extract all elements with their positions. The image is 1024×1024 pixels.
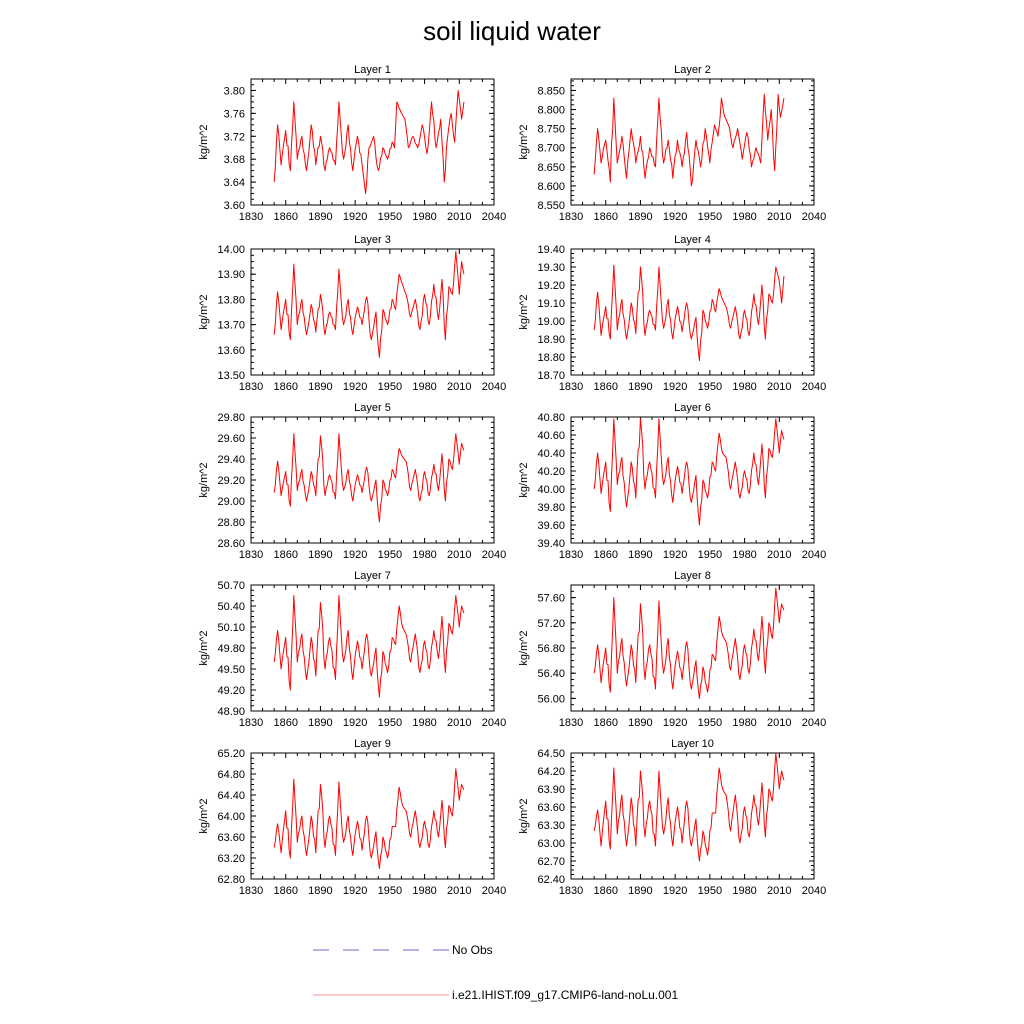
y-tick-label: 18.80: [537, 352, 565, 364]
y-tick-label: 13.50: [217, 370, 245, 382]
panel-7: [198, 570, 506, 729]
y-tick-label: 29.40: [217, 454, 245, 466]
panel-6: [518, 402, 826, 561]
x-tick-label: 1950: [377, 381, 403, 393]
x-tick-label: 1860: [273, 211, 298, 223]
y-tick-label: 65.20: [217, 748, 245, 760]
y-tick-label: 64.20: [537, 766, 565, 778]
x-tick-label: 1950: [377, 211, 403, 223]
x-tick-label: 1980: [732, 211, 757, 223]
x-tick-label: 1830: [238, 717, 264, 729]
y-tick-label: 50.40: [217, 601, 245, 613]
panel-3: [198, 234, 506, 393]
x-tick-label: 1950: [697, 717, 723, 729]
y-tick-label: 29.20: [217, 475, 245, 487]
legend-label-no-obs: No Obs: [452, 943, 493, 957]
y-tick-label: 19.00: [537, 316, 565, 328]
y-tick-label: 28.80: [217, 517, 245, 529]
y-tick-label: 19.40: [537, 244, 565, 256]
y-tick-label: 56.40: [537, 668, 565, 681]
x-tick-label: 1920: [662, 549, 688, 561]
x-tick-label: 1890: [628, 549, 653, 561]
x-tick-label: 1830: [558, 211, 584, 223]
series-line: [594, 588, 784, 698]
x-tick-label: 1980: [412, 211, 437, 223]
y-tick-label: 48.90: [217, 706, 245, 718]
y-tick-label: 8.750: [537, 123, 565, 136]
series-line: [594, 753, 784, 861]
y-tick-label: 8.650: [537, 161, 565, 174]
x-tick-label: 1920: [662, 381, 688, 393]
y-tick-label: 62.40: [537, 874, 565, 886]
x-tick-label: 1860: [593, 885, 618, 897]
y-tick-label: 40.80: [537, 412, 565, 424]
y-tick-label: 3.64: [223, 177, 245, 190]
series-line: [274, 596, 464, 698]
plot-frame: [251, 417, 494, 543]
panel-10: [518, 738, 826, 897]
y-tick-label: 63.00: [537, 838, 565, 850]
y-axis-label: kg/m^2: [198, 798, 210, 834]
x-tick-label: 1830: [558, 885, 584, 897]
y-tick-label: 28.60: [217, 538, 245, 550]
plot-frame: [251, 753, 494, 879]
y-tick-label: 29.80: [217, 412, 245, 424]
y-tick-label: 49.20: [217, 685, 245, 697]
x-tick-label: 1980: [732, 549, 757, 561]
x-tick-label: 2010: [447, 381, 472, 393]
panel-4: [518, 234, 826, 393]
x-tick-label: 1860: [273, 381, 298, 393]
plot-frame: [251, 585, 494, 711]
x-tick-label: 1890: [308, 717, 333, 729]
x-tick-label: 1920: [342, 549, 368, 561]
x-tick-label: 1890: [308, 211, 333, 223]
y-tick-label: 3.80: [223, 85, 245, 98]
x-tick-label: 1980: [732, 717, 757, 729]
series-line: [594, 94, 784, 186]
y-tick-label: 56.00: [537, 693, 565, 706]
x-tick-label: 1890: [308, 381, 333, 393]
x-tick-label: 1860: [593, 211, 618, 223]
panel-title: Layer 5: [354, 402, 391, 414]
panel-9: [198, 738, 506, 897]
x-tick-label: 1950: [697, 549, 723, 561]
y-axis-label: kg/m^2: [518, 462, 530, 498]
x-tick-label: 1920: [342, 885, 368, 897]
series-line: [274, 769, 464, 869]
x-tick-label: 1920: [342, 717, 368, 729]
y-tick-label: 64.00: [217, 811, 245, 823]
y-tick-label: 40.00: [537, 484, 565, 496]
y-tick-label: 39.60: [537, 520, 565, 532]
y-axis-label: kg/m^2: [198, 294, 210, 330]
y-tick-label: 8.850: [537, 85, 565, 98]
x-tick-label: 2040: [481, 381, 507, 393]
x-tick-label: 1890: [628, 211, 653, 223]
y-tick-label: 3.72: [223, 131, 245, 144]
y-tick-label: 13.80: [217, 294, 245, 307]
x-tick-label: 1860: [593, 549, 618, 561]
panel-title: Layer 10: [671, 738, 714, 750]
panel-title: Layer 6: [674, 402, 711, 414]
panel-8: [518, 570, 826, 729]
x-tick-label: 2010: [447, 211, 472, 223]
y-tick-label: 3.76: [223, 108, 245, 121]
y-tick-label: 14.00: [217, 244, 245, 256]
panel-title: Layer 9: [354, 738, 391, 750]
x-tick-label: 1950: [697, 381, 723, 393]
y-tick-label: 63.60: [217, 832, 245, 844]
chart-title: soil liquid water: [423, 16, 601, 46]
x-tick-label: 1830: [238, 885, 264, 897]
panel-title: Layer 4: [674, 234, 711, 246]
series-line: [274, 434, 464, 522]
y-tick-label: 13.70: [217, 319, 245, 332]
x-tick-label: 2040: [481, 717, 507, 729]
x-tick-label: 2040: [481, 549, 507, 561]
x-tick-label: 2010: [447, 885, 472, 897]
panel-title: Layer 7: [354, 570, 391, 582]
y-tick-label: 18.70: [537, 370, 565, 382]
x-tick-label: 1830: [558, 549, 584, 561]
y-tick-label: 63.90: [537, 784, 565, 796]
y-tick-label: 29.00: [217, 496, 245, 508]
y-tick-label: 64.80: [217, 769, 245, 781]
y-tick-label: 3.68: [223, 154, 245, 167]
y-tick-label: 39.40: [537, 538, 565, 550]
y-tick-label: 40.40: [537, 448, 565, 460]
x-tick-label: 1950: [377, 885, 403, 897]
y-axis-label: kg/m^2: [518, 630, 530, 666]
y-axis-label: kg/m^2: [198, 630, 210, 666]
y-tick-label: 39.80: [537, 502, 565, 514]
x-tick-label: 2010: [767, 885, 792, 897]
y-tick-label: 8.800: [537, 104, 565, 117]
x-tick-label: 1890: [628, 717, 653, 729]
x-tick-label: 1980: [732, 885, 757, 897]
series-line: [594, 265, 784, 360]
y-tick-label: 64.50: [537, 748, 565, 760]
x-tick-label: 1950: [697, 211, 723, 223]
x-tick-label: 1920: [662, 211, 688, 223]
panel-1: [198, 64, 506, 223]
x-tick-label: 1860: [273, 717, 298, 729]
y-tick-label: 40.20: [537, 466, 565, 478]
x-tick-label: 1920: [662, 717, 688, 729]
x-tick-label: 1950: [377, 549, 403, 561]
x-tick-label: 1830: [238, 211, 264, 223]
x-tick-label: 1890: [628, 885, 653, 897]
x-tick-label: 2040: [801, 885, 827, 897]
y-tick-label: 49.50: [217, 664, 245, 676]
y-tick-label: 8.600: [537, 180, 565, 193]
x-tick-label: 2040: [481, 211, 507, 223]
x-tick-label: 2040: [801, 549, 827, 561]
y-tick-label: 64.40: [217, 790, 245, 802]
panel-title: Layer 3: [354, 234, 391, 246]
y-tick-label: 50.70: [217, 580, 245, 592]
y-tick-label: 29.60: [217, 433, 245, 445]
x-tick-label: 1980: [412, 381, 437, 393]
y-axis-label: kg/m^2: [518, 294, 530, 330]
y-tick-label: 40.60: [537, 430, 565, 442]
x-tick-label: 1980: [412, 549, 437, 561]
x-tick-label: 2010: [767, 549, 792, 561]
panels-grid: [198, 64, 826, 897]
panel-title: Layer 2: [674, 64, 711, 76]
x-tick-label: 1860: [593, 381, 618, 393]
x-tick-label: 2040: [481, 885, 507, 897]
y-tick-label: 8.700: [537, 142, 565, 155]
x-tick-label: 1890: [308, 885, 333, 897]
x-tick-label: 2040: [801, 381, 827, 393]
y-tick-label: 19.30: [537, 262, 565, 274]
x-tick-label: 2010: [767, 717, 792, 729]
x-tick-label: 1830: [238, 381, 264, 393]
x-tick-label: 1950: [697, 885, 723, 897]
y-axis-label: kg/m^2: [198, 462, 210, 498]
x-tick-label: 1830: [558, 717, 584, 729]
y-tick-label: 63.60: [537, 802, 565, 814]
y-axis-label: kg/m^2: [518, 124, 530, 160]
x-tick-label: 1920: [342, 211, 368, 223]
x-tick-label: 2010: [767, 211, 792, 223]
y-tick-label: 49.80: [217, 643, 245, 655]
y-tick-label: 57.60: [537, 592, 565, 605]
x-tick-label: 1920: [342, 381, 368, 393]
y-tick-label: 50.10: [217, 622, 245, 634]
x-tick-label: 1830: [558, 381, 584, 393]
x-tick-label: 1890: [628, 381, 653, 393]
x-tick-label: 2010: [767, 381, 792, 393]
legend-label-model: i.e21.IHIST.f09_g17.CMIP6-land-noLu.001: [452, 988, 679, 1002]
y-axis-label: kg/m^2: [518, 798, 530, 834]
x-tick-label: 1920: [662, 885, 688, 897]
y-tick-label: 19.20: [537, 280, 565, 292]
y-tick-label: 18.90: [537, 334, 565, 346]
plot-frame: [571, 249, 814, 375]
y-tick-label: 63.30: [537, 820, 565, 832]
panel-5: [198, 402, 506, 561]
x-tick-label: 2040: [801, 717, 827, 729]
x-tick-label: 2010: [447, 549, 472, 561]
x-tick-label: 1860: [273, 549, 298, 561]
legend: [313, 943, 678, 1002]
y-tick-label: 3.60: [223, 200, 245, 212]
x-tick-label: 1950: [377, 717, 403, 729]
y-tick-label: 13.60: [217, 344, 245, 357]
y-tick-label: 13.90: [217, 269, 245, 282]
x-tick-label: 2010: [447, 717, 472, 729]
x-tick-label: 1980: [412, 885, 437, 897]
y-tick-label: 19.10: [537, 298, 565, 310]
series-line: [594, 419, 784, 525]
series-line: [274, 90, 464, 193]
x-tick-label: 1980: [732, 381, 757, 393]
x-tick-label: 1890: [308, 549, 333, 561]
y-tick-label: 62.70: [537, 856, 565, 868]
x-tick-label: 1860: [273, 885, 298, 897]
y-tick-label: 56.80: [537, 643, 565, 655]
x-tick-label: 1980: [412, 717, 437, 729]
x-tick-label: 1860: [593, 717, 618, 729]
panel-2: [518, 64, 826, 223]
x-tick-label: 2040: [801, 211, 827, 223]
y-tick-label: 8.550: [537, 200, 565, 212]
panel-title: Layer 1: [354, 64, 391, 76]
x-tick-label: 1830: [238, 549, 264, 561]
panel-title: Layer 8: [674, 570, 711, 582]
series-line: [274, 252, 464, 358]
y-axis-label: kg/m^2: [198, 124, 210, 160]
y-tick-label: 63.20: [217, 853, 245, 865]
y-tick-label: 62.80: [217, 874, 245, 886]
y-tick-label: 57.20: [537, 617, 565, 630]
